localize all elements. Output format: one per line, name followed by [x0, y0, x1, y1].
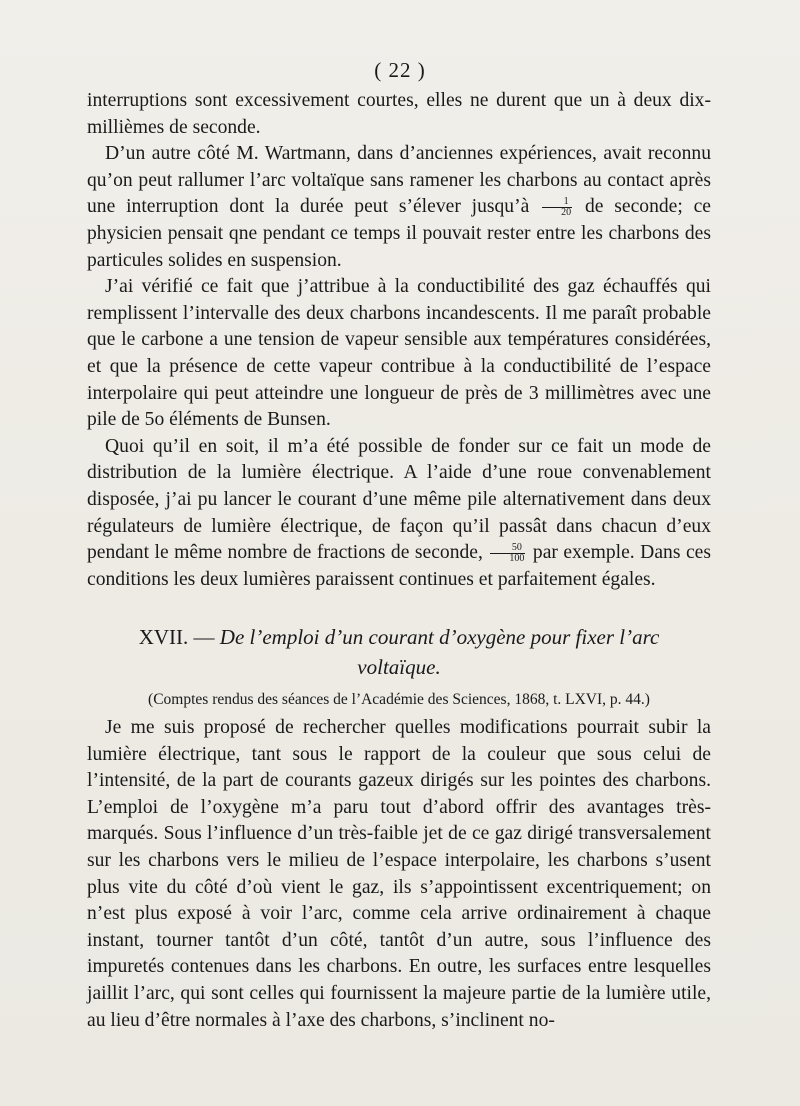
section-number: XVII.	[138, 625, 189, 649]
fraction-denominator: 20	[561, 207, 572, 219]
paragraph: J’ai vérifié ce fait que j’attribue à la conductibilité des gaz échauffés qui remplissent l’intervalle des deux charbons incandescents. Il me paraît probable que le carbone a une tension de vapeur sensible aux températures considérées, et que la présence de cette vapeur contribue à la conductibilité de l’espace interpolaire qui peut atteindre une longueur de près de 3 millimètres avec une pile de 5o éléments de Bunsen.	[87, 276, 711, 431]
citation: (Comptes rendus des séances de l’Académie des Sciences, 1868, t. LXVI, p. 44.)	[148, 691, 650, 708]
section-heading-line-1	[87, 622, 711, 652]
fraction-numerator: 50	[490, 543, 525, 554]
section-2-text	[87, 715, 711, 1034]
fraction-numerator: 1	[542, 197, 572, 208]
paragraph	[87, 434, 711, 594]
page-number: ( 22 )	[374, 58, 426, 82]
paragraph	[87, 141, 711, 274]
paragraph: Je me suis proposé de rechercher quelles modifications pourrait subir la lumière électrique, tant sous le rapport de la couleur que sous celui de l’intensité, de la part de courants gazeux dirigés sur les pointes des charbons. L’emploi de l’oxygène m’a paru tout d’abord offrir des avantages très-marqués. Sous l’influence d’un très-faible jet de ce gaz dirigé transversalement sur les charbons vers le milieu de l’espace interpolaire, les charbons s’usent plus vite du côté d’où vient le gaz, ils s’appointissent excentriquement; on n’est plus exposé à voir l’arc, comme cela arrive ordinairement à chaque instant, tourner tantôt d’un côté, tantôt d’un autre, sous l’influence des impuretés contenues dans les charbons. En outre, les surfaces entre lesquelles jaillit l’arc, qui sont celles qui fournissent la majeure partie de la lumière utile, au lieu d’être normales à l’axe des charbons, s’inclinent no-	[87, 717, 711, 1031]
fraction-denominator: 100	[509, 553, 525, 565]
paragraph: interruptions sont excessivement courtes, elles ne durent que un à deux dix-millièmes de seconde.	[87, 90, 711, 138]
paragraph-text: par exemple. Dans ces conditions les deux lumières paraissent continues et parfaitement égales.	[87, 542, 711, 590]
section-heading	[87, 622, 711, 682]
fraction-one-twentieth	[542, 197, 572, 218]
section-1-text	[87, 88, 711, 593]
paragraph-text: D’un autre côté M. Wartmann, dans d’anciennes expériences, avait reconnu qu’on peut rallumer l’arc voltaïque sans ramener les charbons au contact après une interruption dont la durée peut s’élever jusqu’à	[87, 143, 711, 218]
paragraph-text: de seconde; ce physicien pensait qne pendant ce temps il pouvait rester entre les charbons des particules solides en suspension.	[87, 196, 711, 271]
fraction-fifty-hundredths	[490, 543, 525, 564]
paragraph-text: Quoi qu’il en soit, il m’a été possible de fonder sur ce fait un mode de distribution de la lumière électrique. A l’aide d’une roue convenablement disposée, j’ai pu lancer le courant d’une même pile alternativement dans deux régulateurs de lumière électrique, de façon qu’il passât dans chacun d’eux pendant le même nombre de fractions de seconde,	[87, 435, 711, 564]
section-title: De l’emploi d’un courant d’oxygène pour fixer l’arc	[219, 625, 660, 649]
section-title-line-2: voltaïque.	[357, 655, 441, 679]
section-dash: —	[188, 625, 220, 649]
